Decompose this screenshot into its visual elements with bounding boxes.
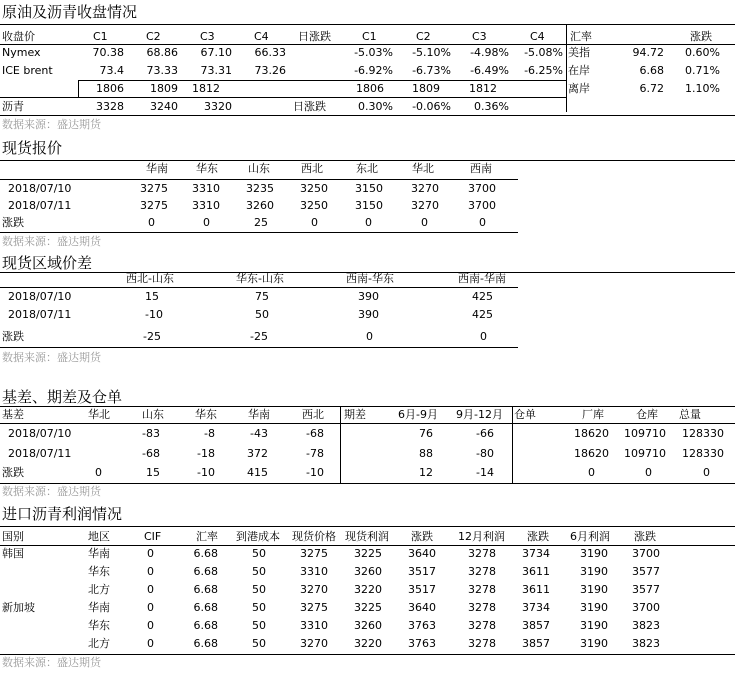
row-label-brent: ICE brent: [2, 64, 53, 77]
profit-value: 3611: [522, 583, 550, 596]
warrant-value: 0: [645, 466, 652, 479]
warrant-value: 109710: [624, 447, 666, 460]
spread-header: 6月-9月: [398, 408, 438, 421]
brent-chg-c3: -6.49%: [470, 64, 509, 77]
basis-header: 西北: [302, 408, 324, 421]
divider: [0, 545, 735, 546]
profit-header: CIF: [144, 530, 162, 543]
basis-value: -68: [142, 447, 160, 460]
profit-value: 3278: [468, 601, 496, 614]
warrant-value: 128330: [682, 447, 724, 460]
profit-value: 50: [252, 547, 266, 560]
spread-header: 西南-华东: [346, 272, 394, 285]
profit-region: 华东: [88, 565, 110, 578]
divider: [78, 80, 79, 97]
profit-value: 3734: [522, 601, 550, 614]
spread-value: 75: [255, 290, 269, 303]
header-c3: C3: [200, 30, 215, 43]
basis-value: -18: [197, 447, 215, 460]
profit-value: 3190: [580, 583, 608, 596]
spread-header: 9月-12月: [456, 408, 503, 421]
profit-value: 3278: [468, 619, 496, 632]
warrant-value: 18620: [574, 447, 609, 460]
basis-value: 372: [247, 447, 268, 460]
divider: [0, 44, 735, 45]
spread-value: 15: [145, 290, 159, 303]
contract-left-1806: 1806: [96, 82, 124, 95]
profit-value: 3734: [522, 547, 550, 560]
profit-value: 3857: [522, 619, 550, 632]
spread-row-label: 涨跌: [2, 330, 24, 343]
spot-value: 3275: [140, 182, 168, 195]
profit-value: 3700: [632, 601, 660, 614]
spread-value: -14: [476, 466, 494, 479]
fx-change-usdx: 0.60%: [685, 46, 720, 59]
profit-region: 华东: [88, 619, 110, 632]
spot-row-label: 涨跌: [2, 216, 24, 229]
spread-label: 期差: [344, 408, 366, 421]
profit-header: 国别: [2, 530, 24, 543]
profit-value: 3700: [632, 547, 660, 560]
profit-value: 3278: [468, 565, 496, 578]
profit-header: 涨跌: [527, 530, 549, 543]
spread-header: 西北-山东: [126, 272, 174, 285]
spot-value: 0: [479, 216, 486, 229]
profit-value: 50: [252, 565, 266, 578]
spot-value: 3700: [468, 199, 496, 212]
basis-value: -83: [142, 427, 160, 440]
profit-value: 3640: [408, 601, 436, 614]
header-change-c2: C2: [416, 30, 431, 43]
spread-header: 华东-山东: [236, 272, 284, 285]
asphalt-chg-1812: 0.36%: [474, 100, 509, 113]
header-c2: C2: [146, 30, 161, 43]
spread-value: -10: [145, 308, 163, 321]
spot-value: 0: [311, 216, 318, 229]
nymex-chg-c4: -5.08%: [524, 46, 563, 59]
header-c4: C4: [254, 30, 269, 43]
row-label-nymex: Nymex: [2, 46, 41, 59]
basis-row-label: 2018/07/10: [8, 427, 72, 440]
profit-country: 韩国: [2, 547, 24, 560]
spot-value: 3270: [411, 199, 439, 212]
header-change-c3: C3: [472, 30, 487, 43]
warrant-value: 0: [703, 466, 710, 479]
divider: [0, 24, 735, 25]
divider: [0, 406, 735, 407]
spread-value: 390: [358, 308, 379, 321]
basis-row-label: 涨跌: [2, 466, 24, 479]
profit-value: 3260: [354, 619, 382, 632]
basis-value: -10: [306, 466, 324, 479]
data-source-note: 数据来源：盛达期货: [2, 656, 101, 669]
profit-value: 3763: [408, 637, 436, 650]
spread-row-label: 2018/07/11: [8, 308, 72, 321]
contract-left-1812: 1812: [192, 82, 220, 95]
asphalt-change-label: 日涨跌: [293, 100, 326, 113]
basis-value: -43: [250, 427, 268, 440]
profit-header: 涨跌: [634, 530, 656, 543]
profit-value: 3577: [632, 565, 660, 578]
warrant-header: 仓库: [636, 408, 658, 421]
spread-value: -25: [143, 330, 161, 343]
divider: [0, 232, 518, 233]
spot-value: 0: [365, 216, 372, 229]
profit-region: 华南: [88, 547, 110, 560]
warrant-header: 总量: [679, 408, 701, 421]
spread-value: -25: [250, 330, 268, 343]
fx-value-onshore: 6.68: [639, 64, 664, 77]
spread-value: 12: [419, 466, 433, 479]
nymex-c1: 70.38: [92, 46, 124, 59]
profit-header: 12月利润: [458, 530, 505, 543]
profit-value: 0: [147, 637, 154, 650]
spread-value: 50: [255, 308, 269, 321]
nymex-c2: 68.86: [146, 46, 178, 59]
profit-value: 3190: [580, 637, 608, 650]
data-source-note: 数据来源：盛达期货: [2, 235, 101, 248]
data-source-note: 数据来源：盛达期货: [2, 485, 101, 498]
header-fx: 汇率: [570, 30, 592, 43]
profit-value: 3278: [468, 637, 496, 650]
spread-value: 0: [366, 330, 373, 343]
spot-value: 3235: [246, 182, 274, 195]
divider: [0, 287, 518, 288]
profit-value: 3190: [580, 619, 608, 632]
divider: [0, 115, 735, 116]
profit-value: 3517: [408, 583, 436, 596]
spot-value: 0: [421, 216, 428, 229]
warrant-header: 厂库: [582, 408, 604, 421]
basis-value: 15: [146, 466, 160, 479]
profit-value: 6.68: [193, 565, 218, 578]
warrant-value: 109710: [624, 427, 666, 440]
profit-value: 0: [147, 619, 154, 632]
profit-header: 6月利润: [570, 530, 610, 543]
warrant-value: 0: [588, 466, 595, 479]
warrant-label: 仓单: [514, 408, 536, 421]
nymex-c3: 67.10: [200, 46, 232, 59]
divider: [0, 526, 735, 527]
fx-label-usdx: 美指: [568, 46, 590, 59]
profit-header: 汇率: [196, 530, 218, 543]
divider: [0, 654, 735, 655]
spot-row-label: 2018/07/11: [8, 199, 72, 212]
asphalt-chg-1809: -0.06%: [412, 100, 451, 113]
basis-value: -78: [306, 447, 324, 460]
profit-header: 现货利润: [345, 530, 389, 543]
profit-value: 50: [252, 619, 266, 632]
divider: [0, 160, 735, 161]
profit-value: 3275: [300, 601, 328, 614]
nymex-chg-c1: -5.03%: [354, 46, 393, 59]
section-title-regional-spread: 现货区域价差: [2, 254, 93, 272]
asphalt-1809: 3240: [150, 100, 178, 113]
profit-value: 3190: [580, 601, 608, 614]
asphalt-1812: 3320: [204, 100, 232, 113]
header-c1: C1: [93, 30, 108, 43]
basis-value: 415: [247, 466, 268, 479]
profit-value: 3640: [408, 547, 436, 560]
asphalt-chg-1806: 0.30%: [358, 100, 393, 113]
spot-value: 3275: [140, 199, 168, 212]
section-title-crude-asphalt: 原油及沥青收盘情况: [2, 3, 138, 21]
brent-chg-c4: -6.25%: [524, 64, 563, 77]
profit-region: 北方: [88, 637, 110, 650]
profit-value: 6.68: [193, 601, 218, 614]
profit-region: 北方: [88, 583, 110, 596]
profit-value: 6.68: [193, 583, 218, 596]
spot-value: 3310: [192, 182, 220, 195]
profit-value: 3225: [354, 547, 382, 560]
spread-value: 390: [358, 290, 379, 303]
spot-value: 3270: [411, 182, 439, 195]
row-label-asphalt: 沥青: [2, 100, 24, 113]
spread-value: 425: [472, 290, 493, 303]
header-fx-change: 涨跌: [690, 30, 712, 43]
fx-change-offshore: 1.10%: [685, 82, 720, 95]
profit-value: 3220: [354, 583, 382, 596]
header-close-price: 收盘价: [2, 30, 35, 43]
divider: [340, 406, 341, 484]
warrant-value: 128330: [682, 427, 724, 440]
profit-value: 0: [147, 565, 154, 578]
spot-value: 0: [203, 216, 210, 229]
divider: [78, 80, 566, 81]
fx-value-offshore: 6.72: [639, 82, 664, 95]
divider: [0, 347, 518, 348]
profit-country: 新加坡: [2, 601, 35, 614]
basis-header: 华东: [195, 408, 217, 421]
spot-value: 3310: [192, 199, 220, 212]
basis-value: 0: [95, 466, 102, 479]
basis-value: -8: [204, 427, 215, 440]
profit-value: 50: [252, 583, 266, 596]
brent-c4: 73.26: [254, 64, 286, 77]
warrant-value: 18620: [574, 427, 609, 440]
profit-value: 3611: [522, 565, 550, 578]
section-title-basis-warrant: 基差、期差及仓单: [2, 388, 123, 406]
region-header-huabei: 华北: [412, 162, 434, 175]
spread-value: -80: [476, 447, 494, 460]
spot-row-label: 2018/07/10: [8, 182, 72, 195]
spot-value: 3150: [355, 199, 383, 212]
profit-value: 0: [147, 583, 154, 596]
section-title-import-profit: 进口沥青利润情况: [2, 505, 123, 523]
spread-header: 西南-华南: [458, 272, 506, 285]
profit-value: 50: [252, 601, 266, 614]
spread-row-label: 2018/07/10: [8, 290, 72, 303]
divider: [0, 423, 735, 424]
basis-header: 华南: [248, 408, 270, 421]
section-title-spot-price: 现货报价: [2, 139, 63, 157]
header-change-c4: C4: [530, 30, 545, 43]
profit-value: 6.68: [193, 619, 218, 632]
profit-value: 3275: [300, 547, 328, 560]
region-header-huanan: 华南: [146, 162, 168, 175]
profit-value: 3857: [522, 637, 550, 650]
region-header-xinan: 西南: [470, 162, 492, 175]
contract-left-1809: 1809: [150, 82, 178, 95]
profit-value: 3823: [632, 637, 660, 650]
contract-right-1809: 1809: [412, 82, 440, 95]
profit-value: 3310: [300, 619, 328, 632]
spot-value: 0: [148, 216, 155, 229]
profit-value: 3278: [468, 547, 496, 560]
region-header-shandong: 山东: [248, 162, 270, 175]
profit-value: 3260: [354, 565, 382, 578]
spot-value: 25: [254, 216, 268, 229]
fx-change-onshore: 0.71%: [685, 64, 720, 77]
profit-value: 3310: [300, 565, 328, 578]
profit-value: 0: [147, 547, 154, 560]
profit-value: 0: [147, 601, 154, 614]
nymex-chg-c2: -5.10%: [412, 46, 451, 59]
data-source-note: 数据来源：盛达期货: [2, 351, 101, 364]
profit-region: 华南: [88, 601, 110, 614]
fx-label-onshore: 在岸: [568, 64, 590, 77]
divider: [0, 179, 518, 180]
brent-c2: 73.33: [146, 64, 178, 77]
brent-c3: 73.31: [200, 64, 232, 77]
basis-label: 基差: [2, 408, 24, 421]
contract-right-1806: 1806: [356, 82, 384, 95]
divider: [0, 97, 566, 98]
profit-value: 3517: [408, 565, 436, 578]
basis-value: -10: [197, 466, 215, 479]
divider: [566, 24, 567, 112]
spot-value: 3150: [355, 182, 383, 195]
data-source-note: 数据来源：盛达期货: [2, 118, 101, 131]
brent-chg-c1: -6.92%: [354, 64, 393, 77]
basis-value: -68: [306, 427, 324, 440]
profit-header: 现货价格: [292, 530, 336, 543]
fx-label-offshore: 离岸: [568, 82, 590, 95]
profit-value: 3763: [408, 619, 436, 632]
divider: [0, 483, 735, 484]
contract-right-1812: 1812: [469, 82, 497, 95]
region-header-dongbei: 东北: [356, 162, 378, 175]
header-change-c1: C1: [362, 30, 377, 43]
header-daily-change: 日涨跌: [298, 30, 331, 43]
profit-header: 地区: [88, 530, 110, 543]
region-header-xibei: 西北: [301, 162, 323, 175]
profit-value: 3270: [300, 583, 328, 596]
spread-value: 425: [472, 308, 493, 321]
basis-header: 华北: [88, 408, 110, 421]
fx-value-usdx: 94.72: [632, 46, 664, 59]
profit-value: 3225: [354, 601, 382, 614]
region-header-huadong: 华东: [196, 162, 218, 175]
spot-value: 3250: [300, 182, 328, 195]
spread-value: 88: [419, 447, 433, 460]
profit-value: 50: [252, 637, 266, 650]
nymex-chg-c3: -4.98%: [470, 46, 509, 59]
profit-value: 3220: [354, 637, 382, 650]
profit-value: 3577: [632, 583, 660, 596]
brent-c1: 73.4: [99, 64, 124, 77]
profit-header: 涨跌: [411, 530, 433, 543]
profit-value: 6.68: [193, 637, 218, 650]
basis-row-label: 2018/07/11: [8, 447, 72, 460]
profit-value: 6.68: [193, 547, 218, 560]
profit-value: 3190: [580, 565, 608, 578]
profit-value: 3270: [300, 637, 328, 650]
profit-value: 3823: [632, 619, 660, 632]
spot-value: 3700: [468, 182, 496, 195]
asphalt-1806: 3328: [96, 100, 124, 113]
brent-chg-c2: -6.73%: [412, 64, 451, 77]
spread-value: -66: [476, 427, 494, 440]
spot-value: 3260: [246, 199, 274, 212]
profit-value: 3190: [580, 547, 608, 560]
spread-value: 76: [419, 427, 433, 440]
basis-header: 山东: [142, 408, 164, 421]
divider: [512, 406, 513, 484]
profit-value: 3278: [468, 583, 496, 596]
profit-header: 到港成本: [236, 530, 280, 543]
nymex-c4: 66.33: [254, 46, 286, 59]
spot-value: 3250: [300, 199, 328, 212]
spread-value: 0: [480, 330, 487, 343]
